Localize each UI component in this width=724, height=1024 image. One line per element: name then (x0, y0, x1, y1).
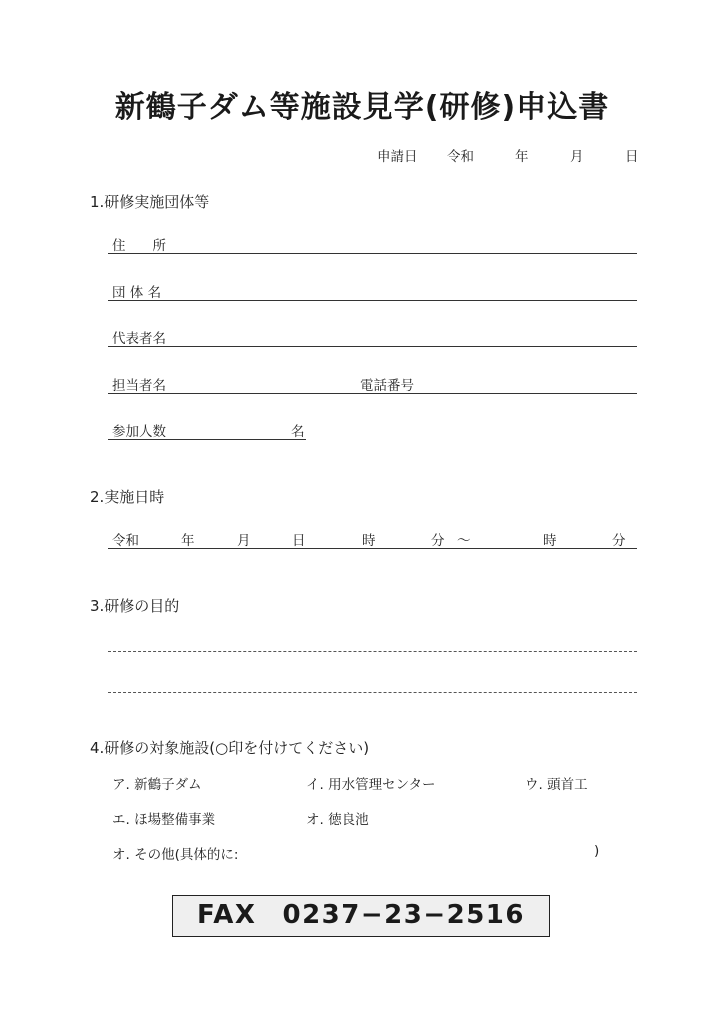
schedule-end-minute: 分 (612, 533, 626, 549)
purpose-field-line-1[interactable] (108, 651, 637, 652)
facility-option-field-consolidation[interactable]: エ. ほ場整備事業 (112, 812, 216, 828)
address-label: 住 所 (112, 238, 166, 254)
contact-person-label: 担当者名 (112, 378, 166, 394)
address-field[interactable] (108, 253, 637, 254)
fax-line (173, 900, 549, 930)
schedule-field[interactable] (108, 548, 637, 549)
facility-other-close-paren: ) (594, 843, 600, 859)
application-date-day: 日 (625, 149, 639, 165)
fax-box (172, 895, 550, 937)
facility-option-headworks[interactable]: ウ. 頭首工 (525, 777, 588, 793)
fax-number: 0237−23−2516 (282, 900, 525, 930)
facility-option-other[interactable]: オ. その他(具体的に: (112, 847, 239, 863)
contact-phone-field[interactable] (108, 393, 637, 394)
representative-field[interactable] (108, 346, 637, 347)
participants-unit: 名 (291, 424, 305, 440)
application-date-label: 申請日 (377, 149, 418, 165)
application-date-year: 年 (515, 149, 529, 165)
schedule-start-minute: 分 (431, 533, 445, 549)
group-name-label: 団 体 名 (112, 285, 162, 301)
schedule-tilde: 〜 (457, 533, 471, 549)
schedule-month: 月 (237, 533, 251, 549)
group-name-field[interactable] (108, 300, 637, 301)
participants-field[interactable] (108, 439, 306, 440)
fax-label: FAX (197, 900, 257, 930)
facility-option-water-management-center[interactable]: イ. 用水管理センター (306, 777, 436, 793)
page-title: 新鶴子ダム等施設見学(研修)申込書 (114, 90, 610, 125)
facility-option-tokura-pond[interactable]: オ. 徳良池 (306, 812, 369, 828)
section2-heading: 2.実施日時 (90, 488, 165, 506)
section4-heading: 4.研修の対象施設(○印を付けてください) (90, 739, 370, 757)
application-date-month: 月 (570, 149, 584, 165)
application-date-era: 令和 (447, 149, 474, 165)
facility-option-shin-tsuruko-dam[interactable]: ア. 新鶴子ダム (112, 777, 202, 793)
schedule-start-hour: 時 (362, 533, 376, 549)
schedule-year: 年 (181, 533, 195, 549)
schedule-era: 令和 (112, 533, 139, 549)
representative-label: 代表者名 (112, 331, 166, 347)
phone-label: 電話番号 (360, 378, 414, 394)
section1-heading: 1.研修実施団体等 (90, 193, 210, 211)
schedule-day: 日 (292, 533, 306, 549)
participants-label: 参加人数 (112, 424, 166, 440)
section3-heading: 3.研修の目的 (90, 597, 180, 615)
purpose-field-line-2[interactable] (108, 692, 637, 693)
schedule-end-hour: 時 (543, 533, 557, 549)
